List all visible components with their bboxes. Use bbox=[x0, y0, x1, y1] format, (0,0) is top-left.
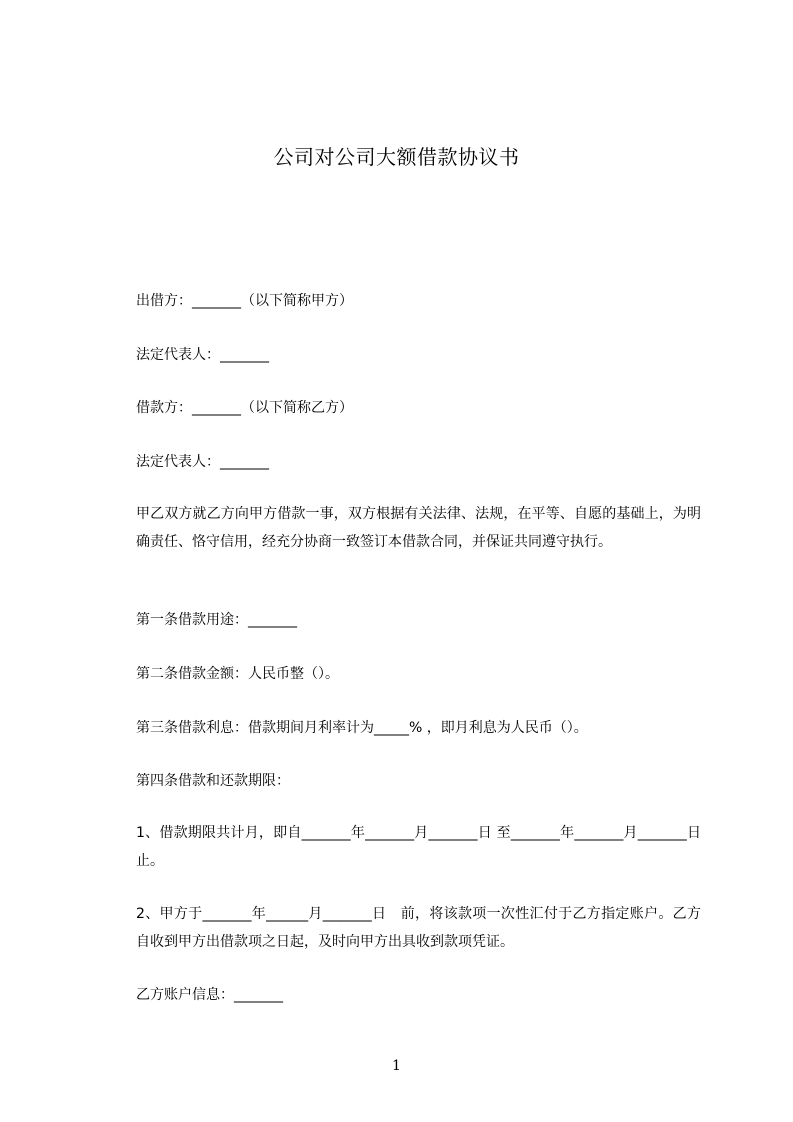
article-3: 第三条借款利息：借款期间月利率计为_____% ，即月利息为人民币（）。 bbox=[136, 720, 588, 736]
article-1: 第一条借款用途：_______ bbox=[136, 612, 297, 628]
borrower-representative-line: 法定代表人：_______ bbox=[136, 454, 269, 470]
document-title: 公司对公司大额借款协议书 bbox=[273, 145, 520, 169]
lender-line: 出借方：_______（以下简称甲方） bbox=[136, 293, 353, 309]
clause-2-text: 2、甲方于_______年______月_______日 前，将该款项一次性汇付于乙方指定账户。乙方自收到甲方出借款项之日起，及时向甲方出具收到款项凭证。 bbox=[136, 906, 701, 950]
clause-1-paragraph bbox=[105, 819, 701, 875]
article-4: 第四条借款和还款期限： bbox=[136, 773, 290, 789]
article-2: 第二条借款金额：人民币整（）。 bbox=[136, 666, 339, 682]
account-info-line: 乙方账户信息：_______ bbox=[136, 987, 283, 1003]
clause-2-paragraph bbox=[105, 900, 701, 956]
preamble-text: 甲乙双方就乙方向甲方借款一事，双方根据有关法律、法规，在平等、自愿的基础上，为明确责任、恪守信用，经充分协商一致签订本借款合同，并保证共同遵守执行。 bbox=[136, 506, 701, 550]
clause-1-text: 1、借款期限共计月，即自_______年_______月_______日 至_______年_______月_______日 止。 bbox=[136, 825, 701, 869]
preamble-paragraph bbox=[105, 500, 701, 556]
page-number: 1 bbox=[392, 1058, 401, 1074]
borrower-line: 借款方：_______（以下简称乙方） bbox=[136, 400, 353, 416]
lender-representative-line: 法定代表人：_______ bbox=[136, 347, 269, 363]
